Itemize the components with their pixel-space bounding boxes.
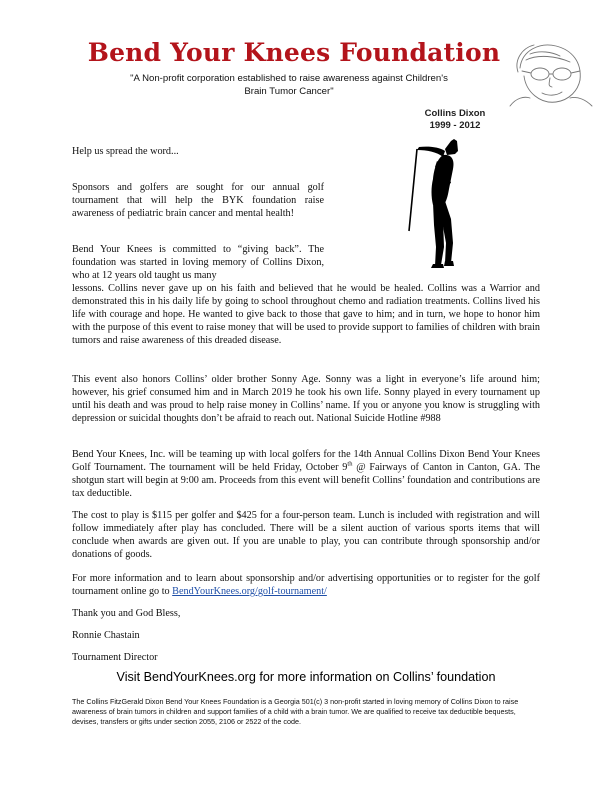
paragraph-giving-back-intro: Bend Your Knees is committed to “giving back”. The foundation was started in loving memory of Collins Dixon, who at 12 years old taught us many <box>72 244 324 281</box>
footer-disclaimer: The Collins FitzGerald Dixon Bend Your Knees Foundation is a Georgia 501(c) 3 non-profit started in loving memory of Collins Dixon to raise awareness of brain tumors in children and support families of a child with a brain tumor. We are qualified to receive tax deductible bequests, devises, transfers or gifts under section 2055, 2106 or 2522 of the code. <box>72 697 519 726</box>
ordinal-suffix: th <box>347 460 353 468</box>
closing-line: Thank you and God Bless, <box>72 608 181 619</box>
tagline-line-1: "A Non-profit corporation established to raise awareness against Children's <box>130 73 448 84</box>
tournament-text-start: Bend Your Knees, Inc. will be teaming up with local golfers for the 14th Annual Collins Dixon Bend Your Knees Golf Tournament. The tournament will be held Friday, October 9 <box>72 449 540 473</box>
intro-line: Help us spread the word... <box>72 146 179 157</box>
paragraph-giving-back: lessons. Collins never gave up on his faith and believed that he would be healed. Collins was a Warrior and demonstrated this in his daily life by going to school throughout chemo and radiation treatments. Collins lived his life with courage and hope. He wanted to give back to those that gave to him; and in turn, we hope to honor him with the purpose of this event to raise money that will be used to provide support to families of children with brain tumors and raise awareness of this dreaded disease. <box>72 283 540 346</box>
tournament-text-end: @ Fairways of Canton in Canton, GA. The shotgun start will begin at 9:00 am. Proceeds from this event will benefit Collins’ foundation and contributions are tax deductible. <box>72 461 540 499</box>
more-info-text: For more information and to learn about sponsorship and/or advertising opportunities or to register for the golf tournament online go to <box>72 573 540 597</box>
paragraph-more-info <box>72 573 540 599</box>
org-title: Bend Your Knees Foundation <box>87 38 501 67</box>
org-tagline <box>74 72 504 98</box>
golf-tournament-link[interactable]: BendYourKnees.org/golf-tournament/ <box>172 585 327 597</box>
portrait-sketch-icon <box>500 38 596 108</box>
paragraph-sonny: This event also honors Collins’ older brother Sonny Age. Sonny was a light in everyone’s life around him; however, his grief consumed him and in March 2019 he took his own life. Sonny played in every tournament up until his death and was proud to help raise money in Collins’ name. If you or anyone you know is struggling with depression or suicidal thoughts don’t be afraid to reach out. National Suicide Hotline #988 <box>72 374 540 424</box>
paragraph-tournament <box>72 449 540 501</box>
signer-name: Ronnie Chastain <box>72 630 140 641</box>
memorial-name: Collins Dixon <box>424 108 486 119</box>
paragraph-cost: The cost to play is $115 per golfer and $425 for a four-person team. Lunch is included with registration and will follow immediately after play has concluded. There will be a silent auction of various sports items that will conclude when awards are given out. If you are unable to play, you can contribute through sponsorship and/or donations of goods. <box>72 510 540 560</box>
signer-title: Tournament Director <box>72 652 158 663</box>
paragraph-sponsors: Sponsors and golfers are sought for our annual golf tournament that will help the BYK foundation raise awareness of pediatric brain cancer and mental health! <box>72 182 324 219</box>
tagline-line-2: Brain Tumor Cancer" <box>244 86 334 97</box>
memorial-years: 1999 - 2012 <box>429 120 481 131</box>
visit-website-banner: Visit BendYourKnees.org for more information on Collins’ foundation <box>116 670 496 684</box>
